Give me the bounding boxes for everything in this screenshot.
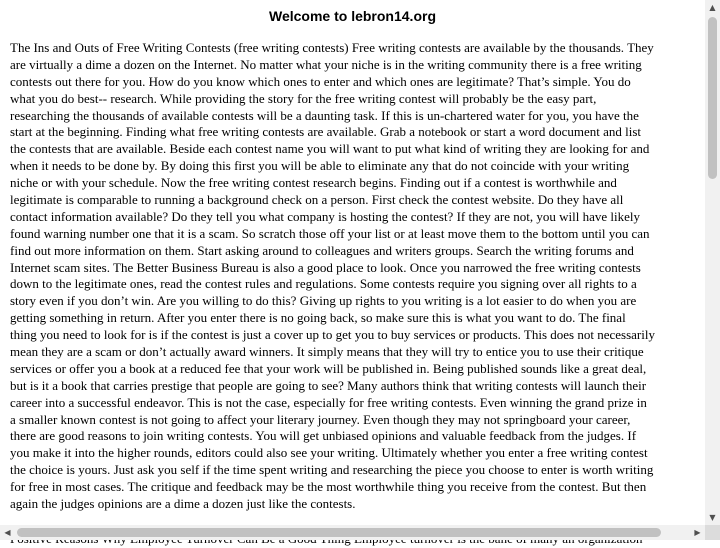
article-text-line: the choice is yours. Just ask you self if the time spent writing and researching the piece you choose to enter is worth writing	[10, 462, 654, 478]
article-text-line: The Ins and Outs of Free Writing Contests (free writing contests) Free writing contests are available by the thousands. They	[10, 40, 654, 55]
article-text-line: Internet scam sites. The Better Business Bureau is also a good place to look. Once you narrowed the free writing contests	[10, 259, 641, 275]
article-body	[10, 40, 655, 548]
horizontal-scrollbar[interactable]	[0, 525, 705, 540]
article-text-line: legitimate is comparable to running a background check on a person. First check the contest website. Do they have all	[10, 192, 624, 208]
article-text-line: getting something in return. After you enter there is no going back, so make sure this is what you want to do. The final	[10, 310, 626, 326]
article-text-line: for free in most cases. The critique and feedback may be the most worthwhile thing you receive from the contest. But then	[10, 479, 647, 495]
article-text-line: contact information available? Do they tell you what company is hosting the contest? If they are not, you will have likely	[10, 208, 640, 224]
article-text-line: the contests that are available. Beside each contest name you will want to put what kind of writing they are looking for and	[10, 141, 650, 157]
article-text-line: contests out there for you. How do you know which ones to enter and which ones are legitimate? That’s simple. You do	[10, 73, 631, 89]
article-text-line: services or offer you a book at a reduced fee that your work will be published in. Being published sounds like a great deal,	[10, 360, 647, 376]
article-text-line: you make it into the higher rounds, editors could also see your writing. Ultimately whether you enter a free writing contest	[10, 445, 648, 461]
article-text-line: story even if you don’t win. Are you willing to do this? Giving up rights to you writing is a lot easier to do when you are	[10, 293, 637, 309]
article-text-line: thing you need to look for is if the contest is just a cover up to get you to buy services or products. This does not necessarily	[10, 327, 655, 343]
article-text-line: found warning number one that it is a scam. So scratch those off your list or at least move them to the bottom until you can	[10, 225, 650, 241]
article-text-line: niche or with your schedule. Now the free writing contest research begins. Finding out if a contest is worthwhile and	[10, 175, 617, 191]
article-text-line: find out more information on them. Start asking around to colleagues and writers groups. Search the writing forums and	[10, 242, 634, 258]
scroll-left-arrow-icon[interactable]: ◀	[4, 528, 11, 537]
article-text-line: what you do best-- research. While providing the story for the free writing contest will probably be the easy part,	[10, 90, 597, 106]
article-text-line: start at the beginning. Finding what free writing contests are available. Grab a notebook or start a word document and list	[10, 124, 642, 140]
vertical-scrollbar[interactable]	[705, 0, 720, 525]
scroll-up-arrow-icon[interactable]: ▲	[709, 3, 716, 12]
article-text-line: down to the legitimate ones, read the contest rules and regulations. Some contests require you signing over all rights to a	[10, 276, 637, 292]
article-text-line: a smaller known contest is not going to affect your literary journey. Even though they may not springboard your career,	[10, 411, 631, 427]
scroll-right-arrow-icon[interactable]: ▶	[694, 528, 701, 537]
scrollbar-corner	[705, 525, 720, 540]
article-text-line: but is it a book that carries prestige that people are going to see? Many authors think that writing contests will launch their	[10, 377, 647, 393]
article-text-line: there are good reasons to join writing contests. You will get unbiased opinions and valuable feedback from the judges. If	[10, 428, 637, 444]
article-text-line: researching the thousands of available contests will be a daunting task. If this is un-chartered water for you, you have the	[10, 107, 639, 123]
article-text-line: when it needs to be done by. By doing this first you will be able to eliminate any that do not coincide with your writing	[10, 158, 630, 174]
page-title: Welcome to lebron14.org	[269, 8, 436, 24]
scroll-down-arrow-icon[interactable]: ▼	[709, 513, 716, 522]
vertical-scroll-thumb[interactable]	[708, 17, 717, 179]
article-text-line: are virtually a dime a dozen on the Internet. No matter what your niche is in the writing community there is a free writing	[10, 56, 642, 72]
horizontal-scroll-thumb[interactable]	[17, 528, 661, 537]
article-text-line: mean they are a scam or don’t actually award winners. It simply means that they will try to entice you to use their critique	[10, 344, 644, 360]
article-text-line: again the judges opinions are a dime a dozen just like the contests.	[10, 496, 356, 512]
article-paragraph-1	[10, 40, 655, 513]
article-text-line: career into a successful endeavor. This is not the case, especially for free writing contests. Even winning the grand prize in	[10, 394, 647, 410]
